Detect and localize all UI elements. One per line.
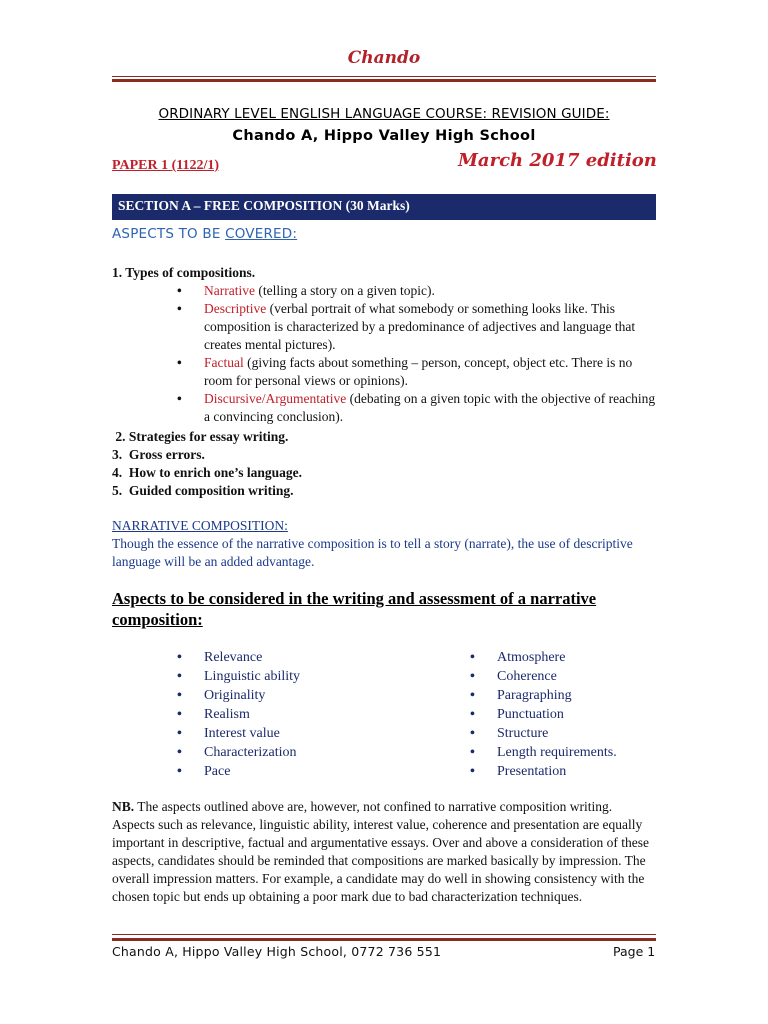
bullet: • xyxy=(177,707,182,722)
assessment-heading xyxy=(112,588,652,630)
list-item xyxy=(177,282,657,300)
nb-label: NB. xyxy=(112,799,135,814)
list-item xyxy=(177,390,657,426)
header-rule-thin xyxy=(112,76,656,77)
list-item xyxy=(177,648,300,667)
bullet: • xyxy=(470,764,475,779)
header-author-name: Chando xyxy=(347,48,421,68)
bullet: • xyxy=(470,707,475,722)
list-item xyxy=(470,686,617,705)
narrative-body: Though the essence of the narrative composition is to tell a story (narrate), the use of descriptive language will be an added advantage. xyxy=(112,536,633,569)
aspect-label: Paragraphing xyxy=(497,688,572,703)
aspect-label: Punctuation xyxy=(497,707,564,722)
aspect-label: Realism xyxy=(204,707,250,722)
type-term: Factual xyxy=(204,355,244,370)
types-list xyxy=(177,282,657,426)
aspect-label: Relevance xyxy=(204,650,263,665)
assessment-heading-text: Aspects to be considered in the writing and assessment of a narrative composition: xyxy=(112,589,597,629)
edition-label: March 2017 edition xyxy=(458,150,657,171)
aspects-heading-underlined: COVERED: xyxy=(225,226,298,242)
list-item xyxy=(177,300,657,354)
list-item xyxy=(177,667,300,686)
bullet: • xyxy=(177,355,182,370)
section-bar xyxy=(112,194,656,220)
numbered-item: 3. Gross errors. xyxy=(112,447,205,462)
numbered-item: 2. Strategies for essay writing. xyxy=(112,429,289,444)
numbered-item: 5. Guided composition writing. xyxy=(112,483,294,498)
aspects-heading xyxy=(112,226,297,242)
list-item xyxy=(470,762,617,781)
footer-rule-thin xyxy=(112,934,656,935)
type-desc: (debating on a given topic with the objective of reaching a convincing conclusion). xyxy=(204,391,656,424)
bullet: • xyxy=(177,650,182,665)
page-number: Page 1 xyxy=(613,944,656,959)
bullet: • xyxy=(177,764,182,779)
aspect-label: Presentation xyxy=(497,764,567,779)
aspects-list-right xyxy=(470,648,617,781)
types-heading: 1. Types of compositions. xyxy=(112,265,256,280)
footer-rule-thick xyxy=(112,938,656,941)
type-desc: (telling a story on a given topic). xyxy=(254,283,435,298)
bullet: • xyxy=(177,283,182,298)
aspects-list-left xyxy=(177,648,300,781)
bullet: • xyxy=(470,726,475,741)
aspect-label: Atmosphere xyxy=(497,650,566,665)
narrative-heading: NARRATIVE COMPOSITION: xyxy=(112,518,288,533)
aspect-label: Interest value xyxy=(204,726,280,741)
bullet: • xyxy=(177,301,182,316)
aspect-label: Coherence xyxy=(497,669,557,684)
list-item xyxy=(177,724,300,743)
bullet: • xyxy=(177,688,182,703)
bullet: • xyxy=(470,688,475,703)
footer-author: Chando A, Hippo Valley High School, 0772 736 551 xyxy=(112,944,442,959)
header-rule-thick xyxy=(112,79,656,82)
numbered-list xyxy=(112,428,302,500)
aspect-label: Length requirements. xyxy=(497,745,617,760)
section-bar-text: SECTION A – FREE COMPOSITION (30 Marks) xyxy=(118,198,410,213)
bullet: • xyxy=(177,745,182,760)
list-item xyxy=(177,762,300,781)
bullet: • xyxy=(470,650,475,665)
bullet: • xyxy=(177,726,182,741)
numbered-item: 4. How to enrich one’s language. xyxy=(112,465,302,480)
bullet: • xyxy=(177,391,182,406)
list-item xyxy=(470,648,617,667)
document-subtitle: Chando A, Hippo Valley High School xyxy=(232,128,536,144)
type-term: Descriptive xyxy=(204,301,267,316)
aspect-label: Structure xyxy=(497,726,549,741)
bullet: • xyxy=(470,669,475,684)
list-item xyxy=(470,705,617,724)
document-title: ORDINARY LEVEL ENGLISH LANGUAGE COURSE: REVISION GUIDE: xyxy=(158,106,610,122)
type-desc: (verbal portrait of what somebody or something looks like. This composition is characterized by a predominance of adjectives and language that creates mental pictures). xyxy=(204,301,636,352)
type-term: Narrative xyxy=(204,283,255,298)
aspects-heading-prefix: ASPECTS TO BE xyxy=(112,226,226,242)
aspect-label: Pace xyxy=(204,764,231,779)
nb-paragraph xyxy=(112,798,652,906)
list-item xyxy=(177,354,657,390)
aspect-label: Characterization xyxy=(204,745,297,760)
type-term: Discursive/Argumentative xyxy=(204,391,347,406)
list-item xyxy=(470,743,617,762)
bullet: • xyxy=(470,745,475,760)
list-item xyxy=(470,667,617,686)
aspect-label: Originality xyxy=(204,688,266,703)
paper-code: PAPER 1 (1122/1) xyxy=(112,158,220,173)
list-item xyxy=(177,686,300,705)
list-item xyxy=(470,724,617,743)
type-desc: (giving facts about something – person, concept, object etc. There is no room for personal views or opinions). xyxy=(204,355,633,388)
list-item xyxy=(177,705,300,724)
list-item xyxy=(177,743,300,762)
aspect-label: Linguistic ability xyxy=(204,669,301,684)
bullet: • xyxy=(177,669,182,684)
nb-text: The aspects outlined above are, however, not confined to narrative composition writing. Aspects such as relevance, linguistic ability, interest value, coherence and presentation are equally important in descriptive, factual and argumentative essays. Over and above a consideration of these aspects, candidates should be reminded that compositions are marked basically by impression. The overall impression matters. For example, a candidate may do well in showing consistency with the chosen topic but ends up obtaining a poor mark due to bad characterization techniques. xyxy=(112,799,649,904)
